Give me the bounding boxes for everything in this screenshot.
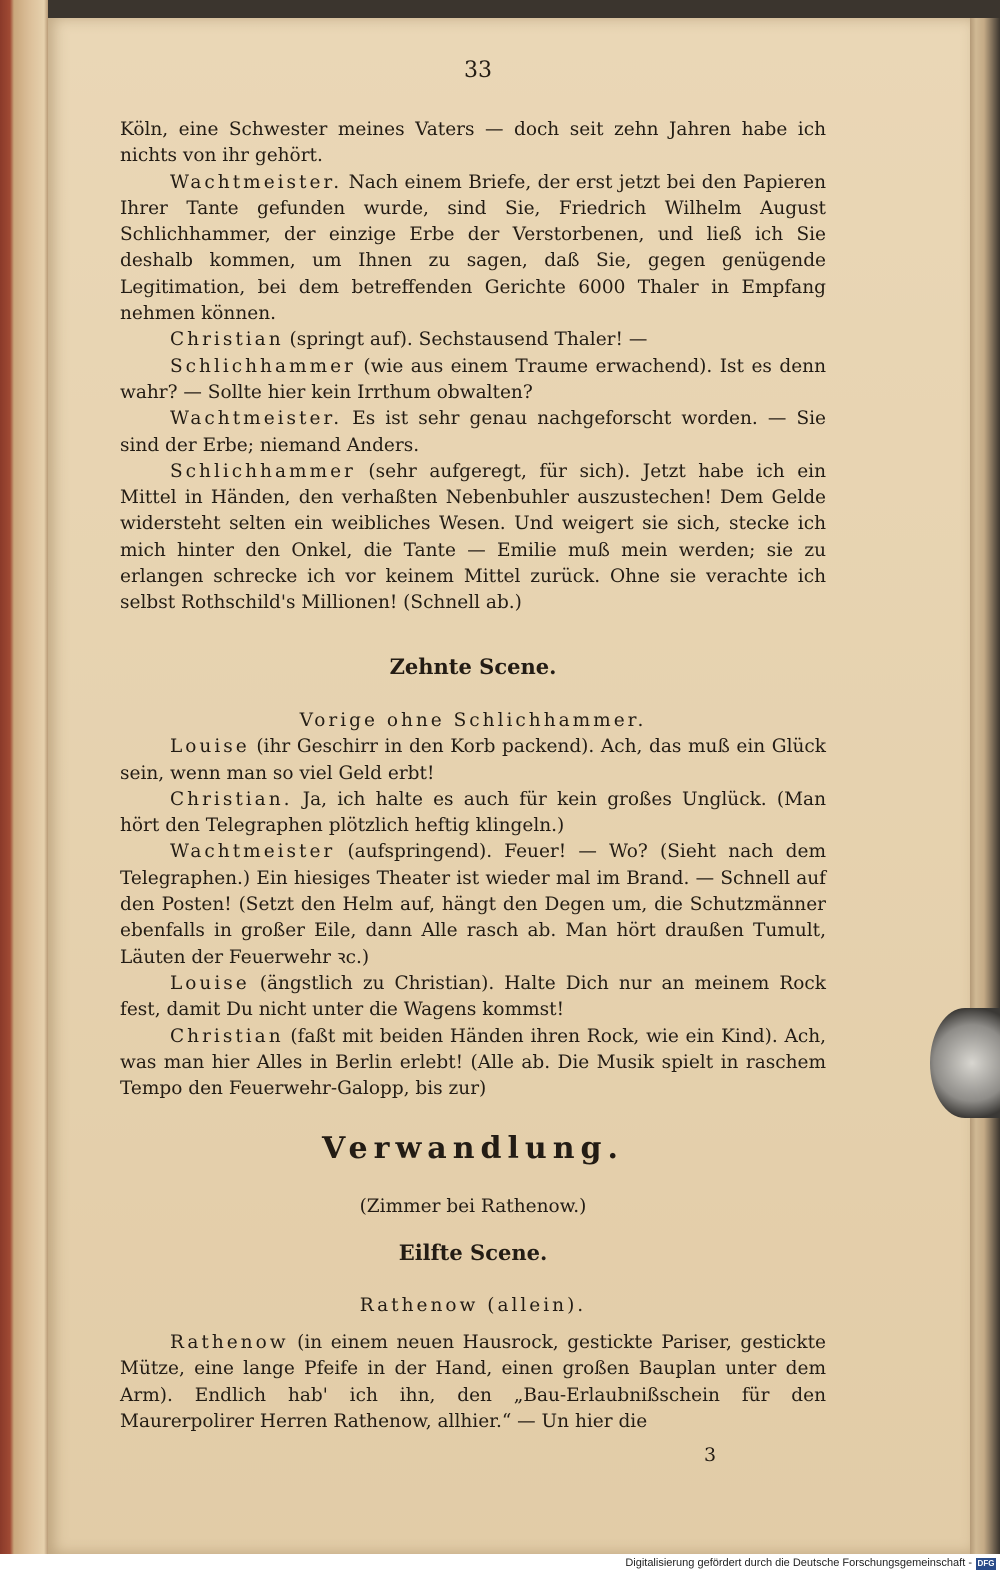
speaker-wachtmeister: Wachtmeister. xyxy=(170,408,343,430)
speech-text: Nach einem Briefe, der erst jetzt bei den Papieren Ihrer Tante gefunden wurde, sind Sie, Friedrich Wilhelm August Schlichhammer, der einzige Erbe der Verstorbenen, und ließ ich Sie deshalb kommen, um Ihnen zu sagen, daß Sie, gegen genügende Legitimation, bei dem betreffenden Gerichte 6000 Thaler in Empfang nehmen können. xyxy=(120,171,826,325)
paragraph-schlichhammer-1 xyxy=(120,354,826,407)
paragraph-schlichhammer-2 xyxy=(120,459,826,617)
speech-text: (aufspringend). Feuer! — Wo? (Sieht nach dem Telegraphen.) Ein hiesiges Theater ist wieder mal im Brand. — Schnell auf den Posten! (Setzt den Helm auf, hängt den Degen um, die Schutzmänner ebenfalls in großer Eile, dann Alle rasch ab. Man hört draußen Tumult, Läuten der Feuerwehr ꝛc.) xyxy=(120,841,826,968)
speech-text: (ängstlich zu Christian). Halte Dich nur an meinem Rock fest, damit Du nicht unter die Wagens kommst! xyxy=(120,972,826,1021)
scene-10-title: Zehnte Scene. xyxy=(389,654,557,679)
speaker-christian: Christian xyxy=(170,329,284,351)
text-block-scene-10 xyxy=(120,708,826,1102)
speaker-louise: Louise xyxy=(170,972,250,994)
speech-text: Es ist sehr genau nachgeforscht worden. — Sie sind der Erbe; niemand Anders. xyxy=(120,408,826,456)
speech-text: (wie aus einem Traume erwachend). Ist es denn wahr? — Sollte hier kein Irrthum obwalten? xyxy=(120,355,826,403)
speaker-wachtmeister: Wachtmeister xyxy=(170,841,336,863)
scene-11-title: Eilfte Scene. xyxy=(398,1240,548,1265)
speech-text: (faßt mit beiden Händen ihren Rock, wie ein Kind). Ach, was man hier Alles in Berlin erlebt! (Alle ab. Die Musik spielt in raschem Tempo den Feuerwehr-Galopp, bis zur) xyxy=(120,1025,826,1100)
speaker-rathenow: Rathenow xyxy=(170,1332,289,1353)
footer-note: Digitalisierung gefördert durch die Deutsche Forschungsgemeinschaft - xyxy=(625,1557,972,1569)
text-block-top xyxy=(120,117,826,617)
book-left-edge xyxy=(0,0,48,1576)
speech-text: (springt auf). Sechstausend Thaler! — xyxy=(289,329,648,351)
signature-mark: 3 xyxy=(704,1444,717,1466)
dfg-logo-icon: DFG xyxy=(977,1559,995,1568)
page-number: 33 xyxy=(464,58,492,83)
paragraph-wachtmeister-2 xyxy=(120,406,826,459)
verwandlung-place: (Zimmer bei Rathenow.) xyxy=(359,1196,587,1217)
text-block-scene-11 xyxy=(120,1330,826,1435)
paragraph-rathenow-1 xyxy=(120,1330,826,1435)
speaker-schlichhammer: Schlichhammer xyxy=(170,460,356,482)
paragraph-christian-2 xyxy=(120,787,826,840)
speech-text: (sehr aufgeregt, für sich). Jetzt habe ich ein Mittel in Händen, den verhaßten Nebenbuhler auszustechen! Dem Gelde widersteht selten ein weibliches Wesen. Und weigert sie sich, stecke ich mich hinter den Onkel, die Tante — Emilie muß mein werden; sie zu erlangen schrecke ich vor keinem Mittel zurück. Ohne sie verachte ich selbst Rothschild's Millionen! (Schnell ab.) xyxy=(120,460,826,614)
speech-text: Ja, ich halte es auch für kein großes Unglück. (Man hört den Telegraphen plötzlich heftig klingeln.) xyxy=(120,788,826,837)
continuation-text: Köln, eine Schwester meines Vaters — doch seit zehn Jahren habe ich nichts von ihr gehört. xyxy=(120,119,826,167)
speaker-christian: Christian xyxy=(170,1025,284,1047)
paragraph-christian-3 xyxy=(120,1024,826,1103)
book-right-edge xyxy=(970,18,1000,1554)
scene-11-cast: Rathenow (allein). xyxy=(359,1295,587,1316)
speaker-christian: Christian. xyxy=(170,788,293,810)
paragraph-wachtmeister-1 xyxy=(120,170,826,328)
paragraph-louise-1 xyxy=(120,734,826,787)
page-clip xyxy=(930,1008,1000,1118)
speech-text: (ihr Geschirr in den Korb packend). Ach, das muß ein Glück sein, wenn man so viel Geld erbt! xyxy=(120,736,826,784)
verwandlung-heading: Verwandlung. xyxy=(322,1131,624,1166)
speaker-wachtmeister: Wachtmeister. xyxy=(170,171,343,193)
speaker-louise: Louise xyxy=(170,736,250,758)
speaker-schlichhammer: Schlichhammer xyxy=(170,355,356,377)
speech-text: (in einem neuen Hausrock, gestickte Pariser, gestickte Mütze, eine lange Pfeife in der Hand, einen großen Bauplan unter dem Arm). Endlich hab' ich ihn, den „Bau-Erlaubnißschein für den Maurerpolirer Herren Rathenow, allhier.“ — Un hier die xyxy=(120,1332,827,1432)
paragraph-louise-2 xyxy=(120,971,826,1024)
paragraph-continuation xyxy=(120,117,826,170)
scene-10-cast: Vorige ohne Schlichhammer. xyxy=(299,710,647,731)
paragraph-christian-1 xyxy=(120,327,826,353)
paragraph-wachtmeister-3 xyxy=(120,839,826,970)
